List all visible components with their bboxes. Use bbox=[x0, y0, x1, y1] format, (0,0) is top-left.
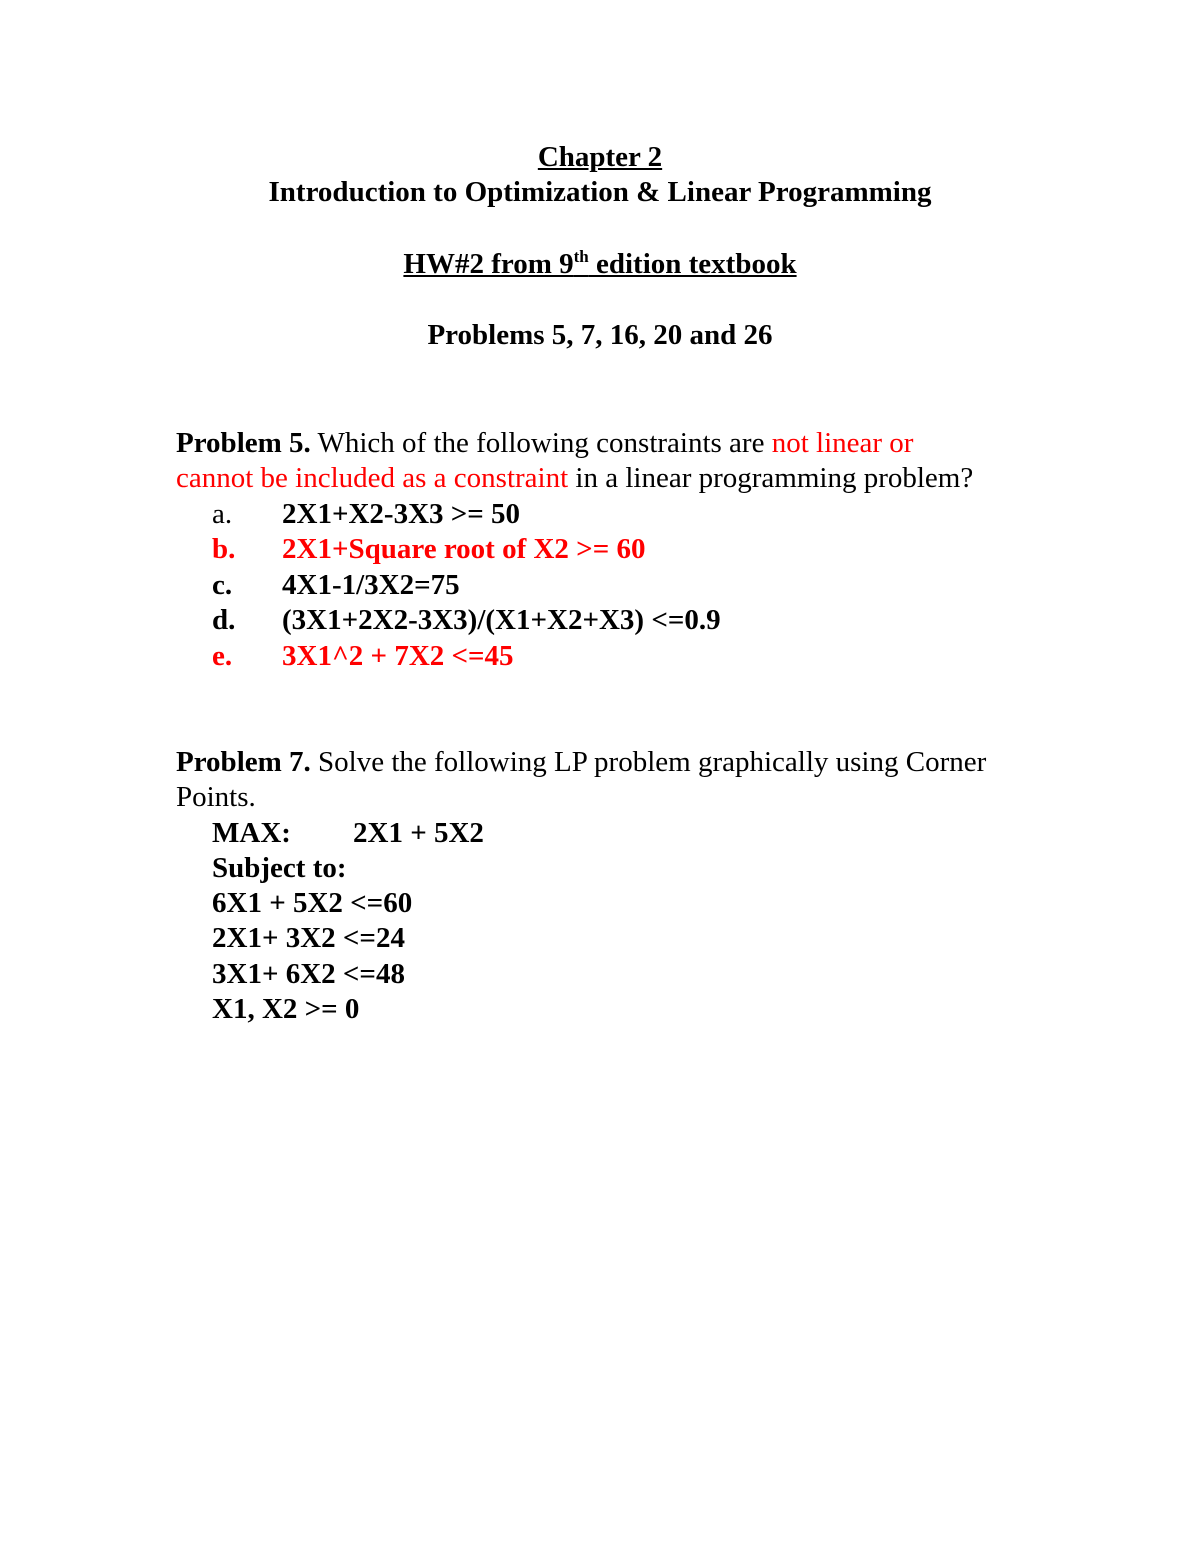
problem5-highlight-2: cannot be included as a constraint bbox=[176, 462, 569, 494]
option-label: b. bbox=[212, 533, 236, 565]
option-label: c. bbox=[212, 569, 233, 601]
option-label: a. bbox=[212, 498, 233, 530]
problem5-label: Problem 5. bbox=[176, 427, 311, 459]
constraint-1: 6X1 + 5X2 <=60 bbox=[212, 887, 413, 919]
chapter-title: Introduction to Optimization & Linear Programming bbox=[268, 176, 932, 208]
problem7-line1 bbox=[176, 748, 986, 777]
problem5-line2 bbox=[176, 464, 973, 493]
objective-function: 2X1 + 5X2 bbox=[353, 817, 484, 849]
hw-prefix: HW#2 from 9 bbox=[403, 248, 574, 280]
option-expr: (3X1+2X2-3X3)/(X1+X2+X3) <=0.9 bbox=[282, 604, 721, 636]
problem5-highlight-1: not linear or bbox=[771, 427, 914, 459]
option-expr: 3X1^2 + 7X2 <=45 bbox=[282, 640, 514, 672]
problems-list: Problems 5, 7, 16, 20 and 26 bbox=[427, 319, 773, 351]
problem5-text-a: Which of the following constraints are bbox=[310, 427, 772, 459]
hw-suffix: edition textbook bbox=[588, 248, 797, 280]
option-expr: 2X1+X2-3X3 >= 50 bbox=[282, 498, 521, 530]
problem7-label: Problem 7. bbox=[176, 746, 311, 778]
problem7-text-1: Solve the following LP problem graphically using Corner bbox=[310, 746, 987, 778]
problem5-line1 bbox=[176, 429, 913, 458]
subject-to: Subject to: bbox=[212, 852, 347, 884]
constraint-2: 2X1+ 3X2 <=24 bbox=[212, 922, 405, 954]
option-expr: 4X1-1/3X2=75 bbox=[282, 569, 460, 601]
problem7-text-2: Points. bbox=[176, 781, 256, 813]
constraint-3: 3X1+ 6X2 <=48 bbox=[212, 958, 405, 990]
max-label: MAX: bbox=[212, 817, 291, 849]
hw-superscript: th bbox=[573, 247, 589, 266]
constraint-nonneg: X1, X2 >= 0 bbox=[212, 993, 360, 1025]
option-label: e. bbox=[212, 640, 233, 672]
hw-heading bbox=[0, 247, 1200, 280]
option-expr: 2X1+Square root of X2 >= 60 bbox=[282, 533, 646, 565]
option-label: d. bbox=[212, 604, 236, 636]
problem5-text-b: in a linear programming problem? bbox=[568, 462, 974, 494]
chapter-heading: Chapter 2 bbox=[537, 141, 663, 173]
